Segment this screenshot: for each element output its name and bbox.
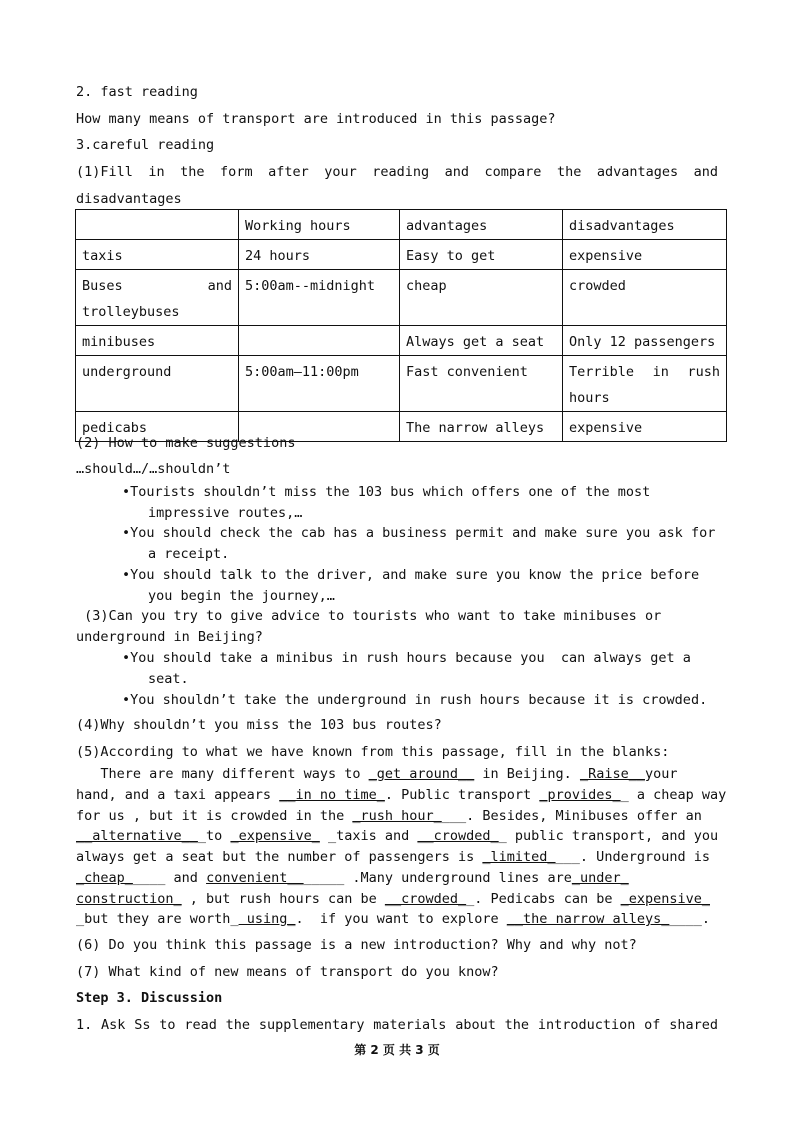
table-row — [76, 240, 727, 270]
passage-text: ____ and — [132, 870, 207, 886]
answer-blank: using_ — [238, 911, 296, 927]
table-row — [76, 356, 727, 412]
passage-text: ___. Underground is — [555, 849, 710, 865]
passage-text: . if you want to explore — [295, 911, 507, 927]
advice-question-line2: underground in Beijing? — [76, 629, 263, 645]
table-cell: Fast convenient — [400, 356, 563, 412]
passage-text: _taxis and — [319, 828, 418, 844]
table-header-cell: advantages — [400, 210, 563, 240]
table-row — [76, 270, 727, 326]
table-cell: Easy to get — [400, 240, 563, 270]
answer-blank: __crowded_ — [417, 828, 499, 844]
page-footer: 第 2 页 共 3 页 — [354, 1043, 440, 1057]
table-cell: crowded — [563, 270, 727, 326]
passage-text: in Beijing. — [474, 766, 580, 782]
answer-blank: _get around__ — [368, 766, 475, 782]
blanks-heading: (5)According to what we have known from this passage, fill in the blanks: — [76, 744, 670, 760]
blanks-line — [76, 851, 710, 865]
question-6: (6) Do you think this passage is a new introduction? Why and why not? — [76, 937, 637, 953]
form-instruction-line2: disadvantages — [76, 191, 182, 207]
suggestion-bullet: •You should talk to the driver, and make sure you know the price before — [122, 567, 700, 583]
answer-blank: __in no time_ — [279, 787, 385, 803]
answer-blank: _under_ — [571, 870, 629, 886]
blanks-line — [76, 789, 726, 803]
passage-text: _ a cheap way — [620, 787, 727, 803]
blanks-line — [76, 893, 710, 907]
answer-blank: construction_ — [76, 891, 182, 907]
table-cell: taxis — [76, 240, 239, 270]
answer-blank: convenient__ — [206, 870, 304, 886]
table-cell: Terrible in rush hours — [563, 356, 727, 412]
advice-bullet: •You shouldn’t take the underground in rush hours because it is crowded. — [122, 692, 708, 708]
careful-reading-heading: 3.careful reading — [76, 137, 215, 153]
answer-blank: _expensive_ — [230, 828, 320, 844]
step3-item1: 1. Ask Ss to read the supplementary materials about the introduction of shared — [76, 1017, 718, 1033]
step3-heading: Step 3. Discussion — [76, 990, 223, 1006]
answer-blank: __crowded_ — [384, 891, 467, 907]
answer-blank: _cheap_ — [76, 870, 133, 886]
passage-text: _ public transport, and you — [498, 828, 719, 844]
passage-text: _but they are worth_ — [76, 911, 239, 927]
passage-text: for us , but it is crowded in the — [76, 808, 353, 824]
answer-blank: _rush hour_ — [352, 808, 442, 824]
answer-blank: _Raise__ — [579, 766, 645, 782]
table-row — [76, 326, 727, 356]
passage-text: hand, and a taxi appears — [76, 787, 280, 803]
advice-bullet: •You should take a minibus in rush hours because you can always get a — [122, 650, 691, 666]
passage-text: ____. — [669, 911, 710, 927]
table-cell: 24 hours — [239, 240, 400, 270]
table-header-row — [76, 210, 727, 240]
table-header-cell — [76, 210, 239, 240]
passage-text: , but rush hours can be — [181, 891, 385, 907]
advice-bullet-continued: seat. — [148, 671, 189, 687]
passage-text: _____ .Many underground lines are — [303, 870, 572, 886]
passage-text: . Public transport — [384, 787, 540, 803]
suggestion-bullet-continued: you begin the journey,… — [148, 588, 335, 604]
blanks-line — [76, 913, 710, 927]
passage-text: _. Pedicabs can be — [466, 891, 621, 907]
table-cell: pedicabs — [76, 412, 239, 442]
table-cell: Always get a seat — [400, 326, 563, 356]
table-cell: 5:00am--midnight — [239, 270, 400, 326]
passage-text: There are many different ways to — [76, 766, 369, 782]
suggestions-pattern: …should…/…shouldn’t — [76, 461, 231, 477]
table-cell: 5:00am—11:00pm — [239, 356, 400, 412]
blanks-line — [76, 768, 678, 782]
transport-comparison-table — [75, 209, 727, 442]
table-header-cell: disadvantages — [563, 210, 727, 240]
table-cell: expensive — [563, 240, 727, 270]
answer-blank: __alternative__ — [76, 828, 198, 844]
table-cell — [239, 326, 400, 356]
passage-text: _to — [197, 828, 231, 844]
question-4: (4)Why shouldn’t you miss the 103 bus routes? — [76, 717, 442, 733]
passage-text: your — [644, 766, 678, 782]
suggestion-bullet: •Tourists shouldn’t miss the 103 bus which offers one of the most — [122, 484, 651, 500]
table-cell: underground — [76, 356, 239, 412]
passage-text: always get a seat but the number of passengers is — [76, 849, 483, 865]
table-cell: minibuses — [76, 326, 239, 356]
advice-question-line1: (3)Can you try to give advice to tourists who want to take minibuses or — [76, 608, 662, 624]
table-cell: Buses and trolleybuses — [76, 270, 239, 326]
table-header-cell: Working hours — [239, 210, 400, 240]
answer-blank: _expensive_ — [620, 891, 710, 907]
answer-blank: _limited_ — [482, 849, 556, 865]
passage-text: ___. Besides, Minibuses offer an — [441, 808, 702, 824]
blanks-line — [76, 830, 718, 844]
suggestions-heading: (2) How to make suggestions — [76, 435, 296, 451]
table-cell: cheap — [400, 270, 563, 326]
answer-blank: __the narrow alleys_ — [506, 911, 670, 927]
blanks-line — [76, 810, 702, 824]
suggestion-bullet-continued: impressive routes,… — [148, 505, 303, 521]
table-cell: expensive — [563, 412, 727, 442]
fast-reading-question: How many means of transport are introduced in this passage? — [76, 111, 556, 127]
answer-blank: _provides_ — [539, 787, 621, 803]
question-7: (7) What kind of new means of transport do you know? — [76, 964, 499, 980]
form-instruction-line1: (1)Fill in the form after your reading and compare the advantages and — [76, 164, 718, 180]
fast-reading-heading: 2. fast reading — [76, 84, 198, 100]
suggestion-bullet: •You should check the cab has a business permit and make sure you ask for — [122, 525, 716, 541]
suggestion-bullet-continued: a receipt. — [148, 546, 230, 562]
table-cell: The narrow alleys — [400, 412, 563, 442]
blanks-line — [76, 872, 629, 886]
table-cell: Only 12 passengers — [563, 326, 727, 356]
